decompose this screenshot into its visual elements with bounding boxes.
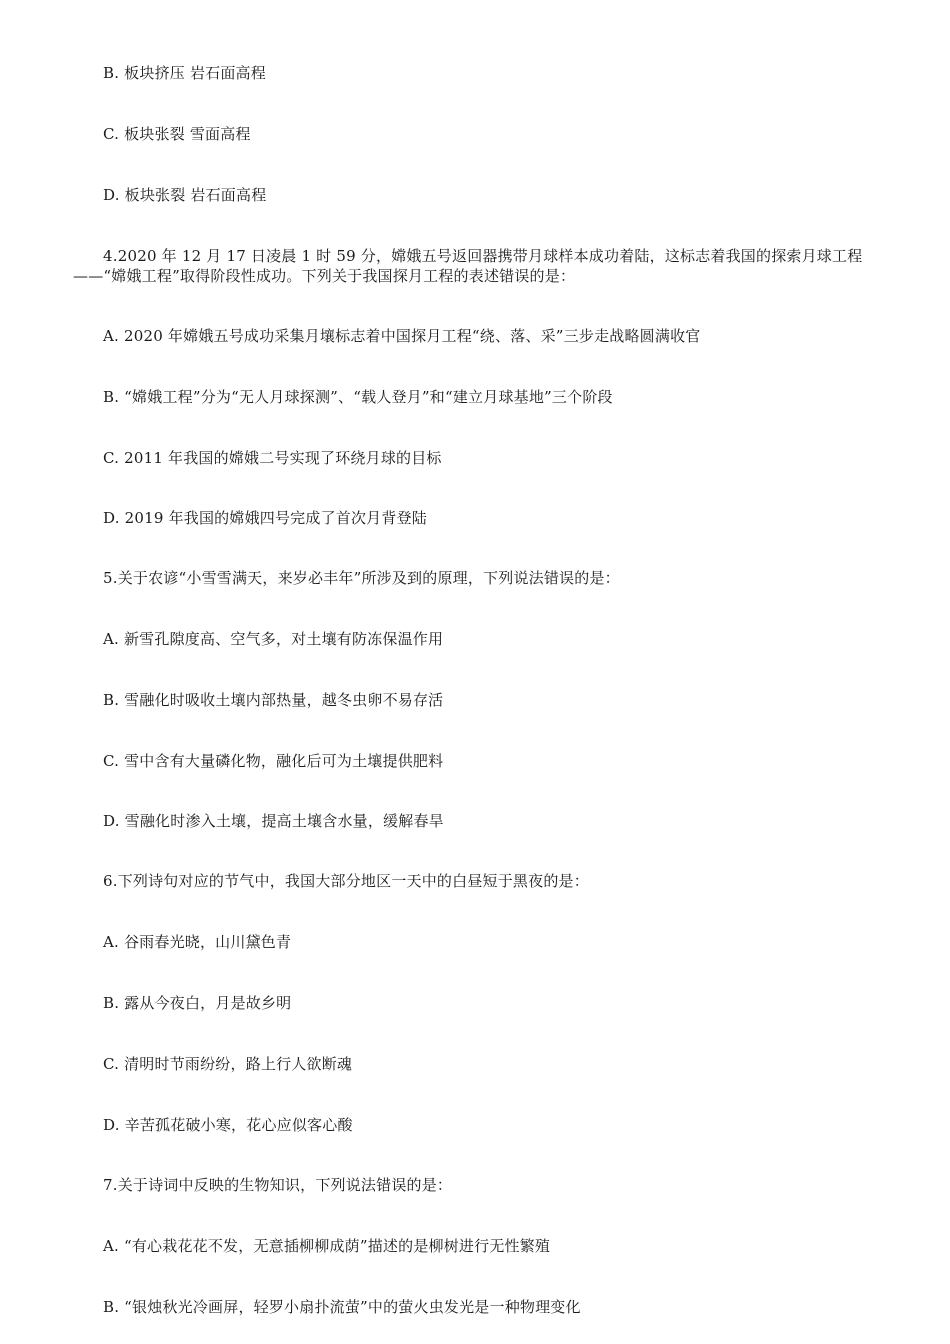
q7-option-b	[103, 1297, 581, 1317]
option-text: 雪融化时吸收土壤内部热量，越冬虫卵不易存活	[124, 691, 444, 709]
option-text: 板块张裂 岩石面高程	[124, 186, 267, 204]
option-text: 清明时节雨纷纷，路上行人欲断魂	[124, 1055, 353, 1073]
q4-option-c	[103, 448, 442, 468]
option-text: 雪融化时渗入土壤，提高土壤含水量，缓解春旱	[124, 812, 444, 830]
q5-option-c	[103, 751, 443, 771]
option-label: B.	[103, 64, 120, 82]
option-label: B.	[103, 388, 120, 406]
q4-option-b	[103, 387, 613, 407]
option-text: 新雪孔隙度高、空气多，对土壤有防冻保温作用	[123, 630, 444, 648]
option-label: A.	[103, 327, 120, 345]
option-text: 辛苦孤花破小寒，花心应似客心酸	[124, 1116, 353, 1134]
option-label: D.	[103, 509, 120, 527]
q6-stem: 6.下列诗句对应的节气中，我国大部分地区一天中的白昼短于黑夜的是：	[103, 872, 589, 890]
q3-option-b	[103, 63, 266, 83]
option-label: A.	[103, 1237, 120, 1255]
option-label: C.	[103, 752, 120, 770]
option-text: “有心栽花花不发，无意插柳柳成荫”描述的是柳树进行无性繁殖	[123, 1237, 551, 1255]
option-label: D.	[103, 812, 120, 830]
option-label: B.	[103, 994, 120, 1012]
q3-option-d	[103, 185, 266, 205]
option-text: 2011 年我国的嫦娥二号实现了环绕月球的目标	[124, 449, 442, 467]
q6-option-a	[103, 932, 291, 952]
option-label: B.	[103, 691, 120, 709]
option-text: “嫦娥工程”分为“无人月球探测”、“载人登月”和“建立月球基地”三个阶段	[124, 388, 613, 406]
option-text: 雪中含有大量磷化物，融化后可为土壤提供肥料	[124, 752, 444, 770]
q6-option-d	[103, 1115, 353, 1135]
option-label: D.	[103, 1116, 120, 1134]
q4-stem: 4.2020 年 12 月 17 日凌晨 1 时 59 分，嫦娥五号返回器携带月球样本成功着陆，这标志着我国的探索月球工程——“嫦娥工程”取得阶段性成功。下列关于我国探月工程的表述错误的是：	[73, 247, 863, 285]
q4-option-a	[103, 326, 700, 346]
option-label: B.	[103, 1298, 120, 1316]
option-label: C.	[103, 125, 120, 143]
option-label: C.	[103, 449, 120, 467]
q6-option-b	[103, 993, 291, 1013]
option-text: “银烛秋光冷画屏，轻罗小扇扑流萤”中的萤火虫发光是一种物理变化	[124, 1298, 581, 1316]
option-label: A.	[103, 630, 120, 648]
option-text: 板块挤压 岩石面高程	[124, 64, 266, 82]
option-label: D.	[103, 186, 120, 204]
q6-option-c	[103, 1054, 352, 1074]
q5-option-d	[103, 811, 444, 831]
option-label: C.	[103, 1055, 120, 1073]
option-text: 板块张裂 雪面高程	[124, 125, 251, 143]
option-text: 露从今夜白，月是故乡明	[124, 994, 292, 1012]
option-text: 2019 年我国的嫦娥四号完成了首次月背登陆	[124, 509, 427, 527]
q7-option-a	[103, 1236, 550, 1256]
q4-option-d	[103, 508, 427, 528]
q5-option-a	[103, 629, 443, 649]
q7-stem: 7.关于诗词中反映的生物知识，下列说法错误的是：	[103, 1176, 453, 1194]
q3-option-c	[103, 124, 251, 144]
q5-option-b	[103, 690, 443, 710]
option-label: A.	[103, 933, 120, 951]
q5-stem: 5.关于农谚“小雪雪满天，来岁必丰年”所涉及到的原理，下列说法错误的是：	[103, 569, 620, 587]
option-text: 2020 年嫦娥五号成功采集月壤标志着中国探月工程“绕、落、采”三步走战略圆满收官	[123, 327, 701, 345]
option-text: 谷雨春光晓，山川黛色青	[123, 933, 292, 951]
